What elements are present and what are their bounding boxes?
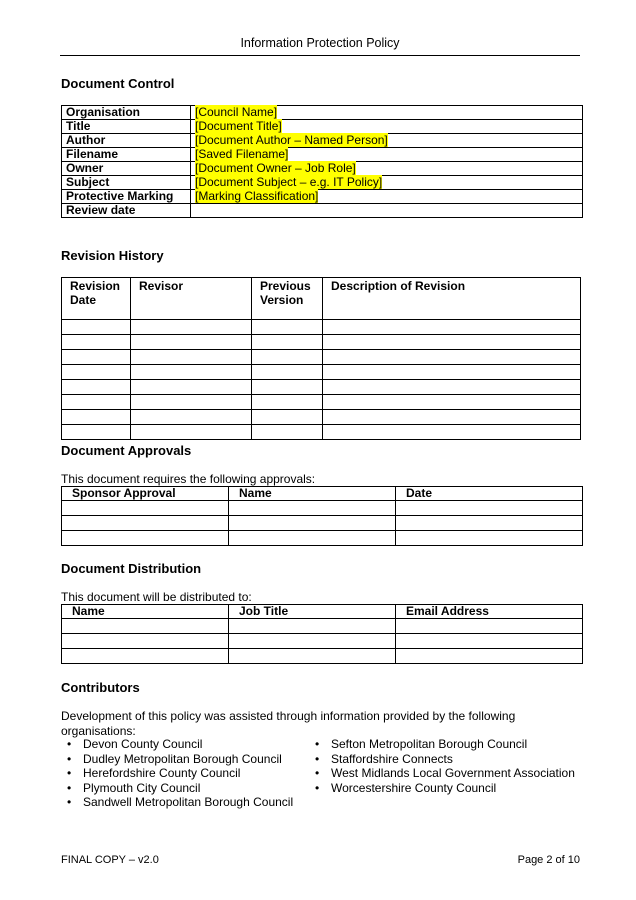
document-control-table bbox=[61, 105, 583, 218]
list-item: • Worcestershire County Council bbox=[309, 781, 575, 796]
table-cell[interactable] bbox=[252, 365, 323, 380]
table-cell[interactable] bbox=[323, 425, 581, 440]
dc-value-protective-marking bbox=[191, 190, 583, 204]
list-item: • Sandwell Metropolitan Borough Council bbox=[61, 795, 293, 810]
column-header-revision-date: Revision Date bbox=[62, 278, 131, 320]
table-row bbox=[62, 134, 583, 148]
table-cell[interactable] bbox=[131, 425, 252, 440]
table-cell[interactable] bbox=[229, 531, 396, 546]
approvals-table bbox=[61, 486, 583, 546]
page-header: Information Protection Policy bbox=[240, 36, 400, 50]
table-cell[interactable] bbox=[131, 380, 252, 395]
table-cell[interactable] bbox=[229, 634, 396, 649]
table-cell[interactable] bbox=[131, 410, 252, 425]
table-cell[interactable] bbox=[229, 501, 396, 516]
column-header-previous-version: Previous Version bbox=[252, 278, 323, 320]
column-header-email-address: Email Address bbox=[396, 605, 583, 619]
document-control-title: Document Control bbox=[61, 76, 175, 91]
dc-value-author bbox=[191, 134, 583, 148]
dc-value-filename bbox=[191, 148, 583, 162]
table-cell[interactable] bbox=[62, 619, 229, 634]
table-row bbox=[62, 335, 581, 350]
table-row bbox=[62, 176, 583, 190]
table-cell[interactable] bbox=[252, 410, 323, 425]
table-cell[interactable] bbox=[323, 365, 581, 380]
approvals-intro: This document requires the following approvals: bbox=[61, 472, 316, 486]
table-cell[interactable] bbox=[396, 531, 583, 546]
document-approvals-title: Document Approvals bbox=[61, 443, 192, 458]
table-cell[interactable] bbox=[131, 320, 252, 335]
footer-version: FINAL COPY – v2.0 bbox=[61, 854, 159, 866]
table-row bbox=[62, 350, 581, 365]
table-row bbox=[62, 531, 583, 546]
table-cell[interactable] bbox=[62, 395, 131, 410]
column-header-job-title: Job Title bbox=[229, 605, 396, 619]
table-cell[interactable] bbox=[131, 350, 252, 365]
table-cell[interactable] bbox=[62, 531, 229, 546]
table-cell[interactable] bbox=[323, 395, 581, 410]
table-cell[interactable] bbox=[252, 335, 323, 350]
table-cell[interactable] bbox=[229, 619, 396, 634]
table-cell[interactable] bbox=[323, 350, 581, 365]
dc-label-title: Title bbox=[62, 120, 191, 134]
table-cell[interactable] bbox=[62, 425, 131, 440]
table-cell[interactable] bbox=[62, 365, 131, 380]
contributors-title: Contributors bbox=[61, 680, 140, 695]
dc-value-review-date bbox=[191, 204, 583, 218]
table-row bbox=[62, 162, 583, 176]
distribution-intro: This document will be distributed to: bbox=[61, 590, 252, 604]
dc-label-filename: Filename bbox=[62, 148, 191, 162]
table-header-row bbox=[62, 487, 583, 501]
column-header-sponsor-approval: Sponsor Approval bbox=[62, 487, 229, 501]
table-cell[interactable] bbox=[62, 649, 229, 664]
table-cell[interactable] bbox=[131, 395, 252, 410]
table-row bbox=[62, 148, 583, 162]
list-item: • Herefordshire County Council bbox=[61, 766, 293, 781]
contributors-intro: Development of this policy was assisted through information provided by the following organisations: bbox=[61, 709, 516, 738]
list-item: • Plymouth City Council bbox=[61, 781, 293, 796]
distribution-table bbox=[61, 604, 583, 664]
contributors-list-right bbox=[309, 737, 575, 795]
table-row bbox=[62, 106, 583, 120]
column-header-name: Name bbox=[62, 605, 229, 619]
table-cell[interactable] bbox=[131, 365, 252, 380]
column-header-date: Date bbox=[396, 487, 583, 501]
list-item: • Sefton Metropolitan Borough Council bbox=[309, 737, 575, 752]
table-cell[interactable] bbox=[252, 380, 323, 395]
table-cell[interactable] bbox=[396, 634, 583, 649]
table-row bbox=[62, 395, 581, 410]
column-header-description: Description of Revision bbox=[323, 278, 581, 320]
table-row bbox=[62, 619, 583, 634]
table-cell[interactable] bbox=[396, 516, 583, 531]
table-cell[interactable] bbox=[62, 516, 229, 531]
table-cell[interactable] bbox=[131, 335, 252, 350]
list-item: • Dudley Metropolitan Borough Council bbox=[61, 752, 293, 767]
table-row bbox=[62, 204, 583, 218]
table-row bbox=[62, 634, 583, 649]
table-cell[interactable] bbox=[62, 501, 229, 516]
table-cell[interactable] bbox=[62, 350, 131, 365]
document-distribution-title: Document Distribution bbox=[61, 561, 202, 576]
footer-page-number: Page 2 of 10 bbox=[517, 854, 580, 866]
list-item: • Devon County Council bbox=[61, 737, 293, 752]
table-row bbox=[62, 365, 581, 380]
table-cell[interactable] bbox=[62, 320, 131, 335]
table-header-row bbox=[62, 278, 581, 320]
table-cell[interactable] bbox=[62, 634, 229, 649]
dc-value-text: [Document Owner – Job Role] bbox=[195, 161, 356, 175]
table-cell[interactable] bbox=[252, 350, 323, 365]
table-cell[interactable] bbox=[396, 619, 583, 634]
table-cell[interactable] bbox=[323, 380, 581, 395]
table-row bbox=[62, 425, 581, 440]
table-row bbox=[62, 410, 581, 425]
dc-value-owner bbox=[191, 162, 583, 176]
dc-value-text: [Document Author – Named Person] bbox=[195, 133, 388, 147]
list-item: • Staffordshire Connects bbox=[309, 752, 575, 767]
column-header-revisor: Revisor bbox=[131, 278, 252, 320]
table-cell[interactable] bbox=[396, 501, 583, 516]
revision-history-table bbox=[61, 277, 581, 440]
table-cell[interactable] bbox=[396, 649, 583, 664]
table-cell[interactable] bbox=[252, 395, 323, 410]
table-row bbox=[62, 649, 583, 664]
dc-label-owner: Owner bbox=[62, 162, 191, 176]
dc-value-text: [Marking Classification] bbox=[195, 189, 319, 203]
dc-label-subject: Subject bbox=[62, 176, 191, 190]
table-cell[interactable] bbox=[62, 335, 131, 350]
dc-label-review-date: Review date bbox=[62, 204, 191, 218]
table-row bbox=[62, 190, 583, 204]
dc-value-subject bbox=[191, 176, 583, 190]
dc-value-text: [Document Title] bbox=[195, 119, 282, 133]
table-cell[interactable] bbox=[252, 425, 323, 440]
table-row bbox=[62, 380, 581, 395]
dc-value-organisation bbox=[191, 106, 583, 120]
table-cell[interactable] bbox=[323, 335, 581, 350]
dc-value-text: [Saved Filename] bbox=[195, 147, 289, 161]
table-cell[interactable] bbox=[323, 320, 581, 335]
table-cell[interactable] bbox=[229, 649, 396, 664]
table-header-row bbox=[62, 605, 583, 619]
revision-history-title: Revision History bbox=[61, 248, 164, 263]
contributors-list-left bbox=[61, 737, 293, 810]
table-row bbox=[62, 320, 581, 335]
table-row bbox=[62, 516, 583, 531]
dc-label-protective-marking: Protective Marking bbox=[62, 190, 191, 204]
table-cell[interactable] bbox=[323, 410, 581, 425]
list-item: • West Midlands Local Government Association bbox=[309, 766, 575, 781]
dc-label-organisation: Organisation bbox=[62, 106, 191, 120]
table-row bbox=[62, 120, 583, 134]
dc-value-title bbox=[191, 120, 583, 134]
table-cell[interactable] bbox=[252, 320, 323, 335]
dc-label-author: Author bbox=[62, 134, 191, 148]
table-cell[interactable] bbox=[229, 516, 396, 531]
dc-value-text: [Document Subject – e.g. IT Policy] bbox=[195, 175, 383, 189]
table-cell[interactable] bbox=[62, 410, 131, 425]
header-rule bbox=[60, 55, 580, 56]
table-cell[interactable] bbox=[62, 380, 131, 395]
column-header-name: Name bbox=[229, 487, 396, 501]
dc-value-text: [Council Name] bbox=[195, 105, 278, 119]
table-row bbox=[62, 501, 583, 516]
